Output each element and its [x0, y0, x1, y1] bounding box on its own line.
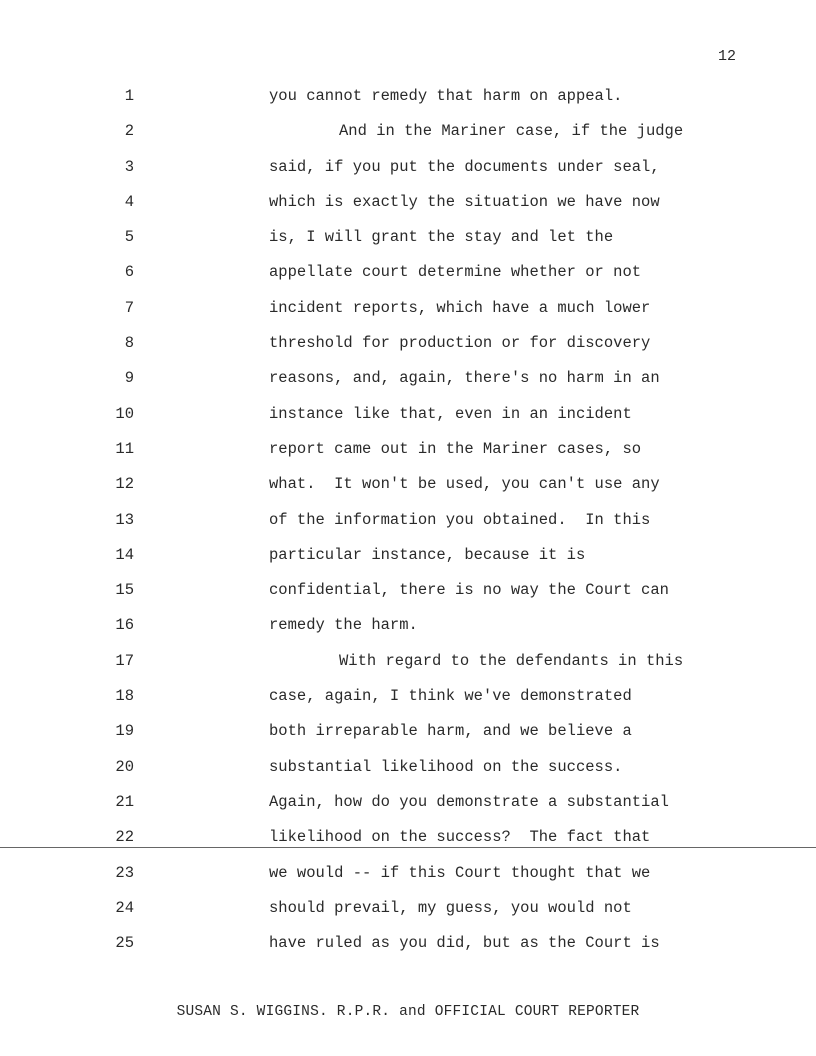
line-number: 1: [124, 87, 134, 105]
line-number: 3: [124, 157, 134, 176]
line-number: 12: [115, 475, 134, 494]
line-text: remedy the harm.: [269, 616, 418, 635]
line-number: 11: [115, 439, 134, 458]
line-text: incident reports, which have a much lower: [269, 298, 651, 317]
transcript-line: [0, 650, 816, 685]
line-text: And in the Mariner case, if the judge: [339, 122, 684, 141]
line-text: substantial likelihood on the success.: [269, 757, 623, 776]
transcript-line: [0, 332, 816, 367]
line-number: 17: [115, 651, 134, 670]
line-text: have ruled as you did, but as the Court is: [269, 934, 660, 953]
line-number: 5: [124, 228, 134, 247]
line-number: 18: [115, 687, 134, 706]
transcript-line: [0, 156, 816, 191]
line-number: 25: [115, 934, 134, 953]
line-text: is, I will grant the stay and let the: [269, 228, 614, 247]
transcript-line: [0, 579, 816, 614]
reporter-footer: SUSAN S. WIGGINS. R.P.R. and OFFICIAL COURT REPORTER: [176, 1004, 640, 1020]
line-number: 24: [115, 898, 134, 917]
line-text: likelihood on the success? The fact that: [269, 828, 651, 847]
line-number: 20: [115, 757, 134, 776]
line-text: of the information you obtained. In this: [269, 510, 651, 529]
line-number: 19: [115, 722, 134, 741]
line-text: both irreparable harm, and we believe a: [269, 722, 632, 741]
line-text: should prevail, my guess, you would not: [269, 898, 632, 917]
transcript-line: [0, 226, 816, 261]
line-text: you cannot remedy that harm on appeal.: [269, 87, 623, 105]
line-text: With regard to the defendants in this: [339, 651, 684, 670]
transcript-line: [0, 403, 816, 438]
line-number: 21: [115, 792, 134, 811]
line-number: 23: [115, 863, 134, 882]
page-number: 12: [717, 48, 736, 65]
line-number: 6: [124, 263, 134, 282]
line-number: 10: [115, 404, 134, 423]
transcript-line: [0, 261, 816, 296]
horizontal-rule: [0, 847, 816, 848]
transcript-line: [0, 897, 816, 932]
line-number: 9: [124, 369, 134, 388]
transcript-line: [0, 720, 816, 755]
transcript-line: [0, 473, 816, 508]
line-text: case, again, I think we've demonstrated: [269, 687, 632, 706]
line-text: report came out in the Mariner cases, so: [269, 439, 642, 458]
line-text: reasons, and, again, there's no harm in an: [269, 369, 660, 388]
transcript-line: [0, 438, 816, 473]
line-text: said, if you put the documents under seal,: [269, 157, 660, 176]
transcript-line: [0, 862, 816, 897]
line-text: appellate court determine whether or not: [269, 263, 642, 282]
transcript-line: [0, 297, 816, 332]
line-text: instance like that, even in an incident: [269, 404, 632, 423]
transcript-line: [0, 756, 816, 791]
line-number: 16: [115, 616, 134, 635]
line-number: 22: [115, 828, 134, 847]
line-number: 4: [124, 192, 134, 211]
line-text: which is exactly the situation we have now: [269, 192, 660, 211]
line-number: 7: [124, 298, 134, 317]
line-number: 14: [115, 545, 134, 564]
transcript-line: [0, 932, 816, 967]
line-number: 13: [115, 510, 134, 529]
transcript-body: [0, 85, 816, 967]
line-text: what. It won't be used, you can't use any: [269, 475, 660, 494]
line-text: we would -- if this Court thought that we: [269, 863, 651, 882]
transcript-line: [0, 791, 816, 826]
transcript-line: [0, 367, 816, 402]
line-number: 2: [124, 122, 134, 141]
line-text: threshold for production or for discovery: [269, 334, 651, 353]
line-number: 15: [115, 581, 134, 600]
transcript-line: [0, 85, 816, 120]
transcript-line: [0, 544, 816, 579]
transcript-line: [0, 120, 816, 155]
transcript-line: [0, 826, 816, 861]
line-text: Again, how do you demonstrate a substantial: [269, 792, 669, 811]
line-text: particular instance, because it is: [269, 545, 586, 564]
line-text: confidential, there is no way the Court can: [269, 581, 669, 600]
transcript-line: [0, 509, 816, 544]
transcript-line: [0, 614, 816, 649]
transcript-line: [0, 191, 816, 226]
line-number: 8: [124, 334, 134, 353]
transcript-line: [0, 685, 816, 720]
